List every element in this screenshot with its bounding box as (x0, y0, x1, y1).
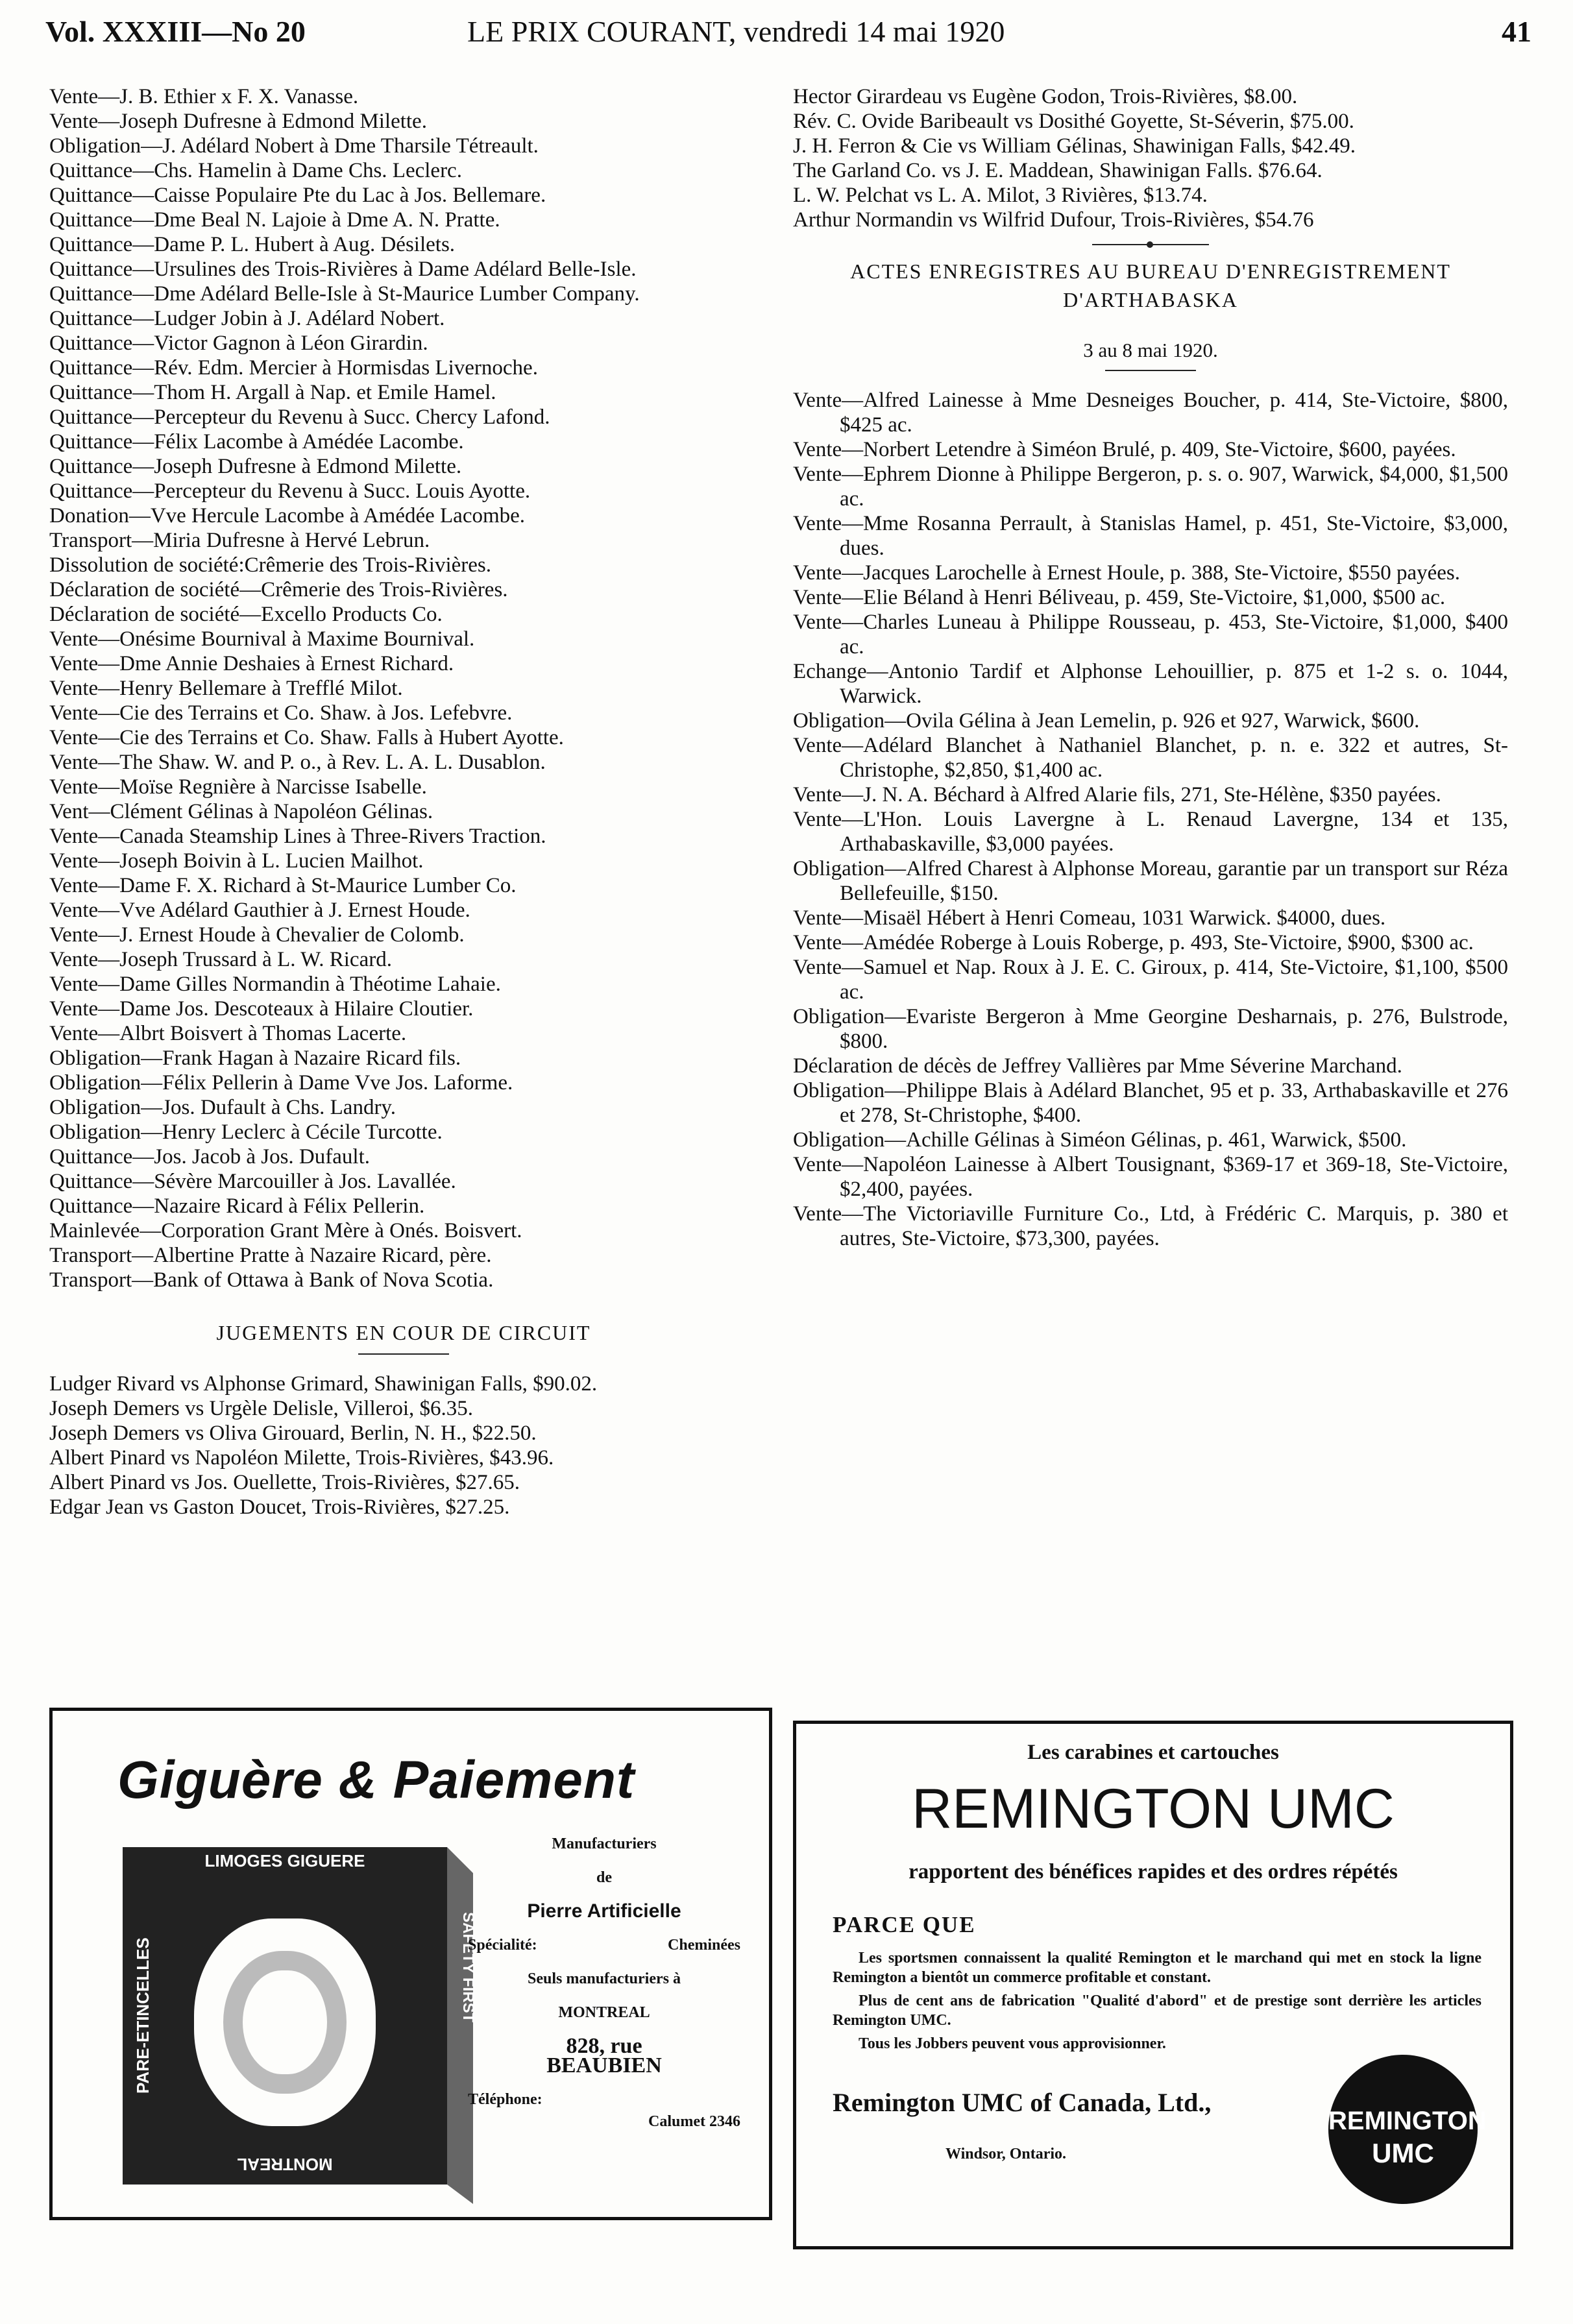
list-item: Obligation—Félix Pellerin à Dame Vve Jos. Laforme. (49, 1071, 513, 1095)
specialite-label: Spécialité: (468, 1937, 537, 1954)
section-divider (1092, 244, 1209, 245)
section-divider (358, 1353, 449, 1355)
list-item: Vente—Joseph Boivin à L. Lucien Mailhot. (49, 849, 424, 873)
list-item: Quittance—Caisse Populaire Pte du Lac à Jos. Bellemare. (49, 184, 546, 207)
page-number: 41 (1502, 15, 1531, 48)
list-item: Vente—Dame Jos. Descoteaux à Hilaire Cloutier. (49, 997, 474, 1021)
volume-label: Vol. XXXIII—No 20 (45, 15, 306, 48)
list-item: Transport—Miria Dufresne à Hervé Lebrun. (49, 529, 430, 552)
list-item: Vente—Dme Annie Deshaies à Ernest Richard. (49, 652, 454, 675)
list-item: Quittance—Jos. Jacob à Jos. Dufault. (49, 1145, 370, 1168)
remington-advertisement (793, 1721, 1513, 2249)
page-header (45, 14, 1531, 65)
ad-parce-que: PARCE QUE (833, 1912, 976, 1937)
list-item: Dissolution de société:Crêmerie des Trois-Rivières. (49, 553, 491, 577)
list-item: Obligation—J. Adélard Nobert à Dme Tharsile Tétreault. (49, 134, 539, 158)
list-item: Vente—Amédée Roberge à Louis Roberge, p. 493, Ste-Victoire, $900, $300 ac. (793, 931, 1474, 954)
list-item: Vente—Dame F. X. Richard à St-Maurice Lumber Co. (49, 874, 517, 897)
list-item: Vente—Vve Adélard Gauthier à J. Ernest Houde. (49, 899, 470, 922)
box-right-label: SAFETY FIRST (459, 1912, 477, 2023)
jugements-title: JUGEMENTS EN COUR DE CIRCUIT (216, 1321, 591, 1344)
list-item: Obligation—Ovila Gélina à Jean Lemelin, p. 926 et 927, Warwick, $600. (793, 709, 1420, 732)
list-item: Vente—J. N. A. Béchard à Alfred Alarie fils, 271, Ste-Hélène, $350 payées. (793, 783, 1441, 806)
ad-specialite (468, 1935, 740, 1955)
right-column (793, 84, 1508, 1251)
list-item: Obligation—Philippe Blais à Adélard Blanchet, 95 et p. 33, Arthabaskaville et 276 et 278, St-Christophe, $400. (793, 1079, 1508, 1127)
list-item: Edgar Jean vs Gaston Doucet, Trois-Rivières, $27.25. (49, 1495, 510, 1519)
box-left-label: PARE-ETINCELLES (133, 1937, 152, 2094)
list-item: Arthur Normandin vs Wilfrid Dufour, Trois-Rivières, $54.76 (793, 208, 1314, 232)
list-item: Quittance—Percepteur du Revenu à Succ. Louis Ayotte. (49, 479, 531, 503)
box-top-label: LIMOGES GIGUERE (204, 1851, 365, 1870)
list-item: Déclaration de société—Crêmerie des Trois-Rivières. (49, 578, 508, 601)
jugements-continued-list (793, 84, 1508, 232)
list-item: Vente—Henry Bellemare à Trefflé Milot. (49, 677, 403, 700)
list-item: Quittance—Dame P. L. Hubert à Aug. Désilets. (49, 233, 456, 256)
actes-subtitle: D'ARTHABASKA (1063, 288, 1238, 311)
list-item: Vente—Alfred Lainesse à Mme Desneiges Boucher, p. 414, Ste-Victoire, $800, $425 ac. (793, 389, 1508, 437)
section-divider (1105, 370, 1196, 371)
ad-phone-value: Calumet 2346 (648, 2113, 740, 2130)
list-item: Obligation—Jos. Dufault à Chs. Landry. (49, 1096, 396, 1119)
list-item: Echange—Antonio Tardif et Alphonse Lehouillier, p. 875 et 1-2 s. o. 1044, Warwick. (793, 660, 1508, 708)
list-item: L. W. Pelchat vs L. A. Milot, 3 Rivières, $13.74. (793, 184, 1208, 207)
list-item: Vente—Norbert Letendre à Siméon Brulé, p. 409, Ste-Victoire, $600, payées. (793, 438, 1456, 461)
list-item: Vente—J. Ernest Houde à Chevalier de Colomb. (49, 923, 465, 947)
actes-date: 3 au 8 mai 1920. (1083, 339, 1218, 361)
list-item: Ludger Rivard vs Alphonse Grimard, Shawinigan Falls, $90.02. (49, 1372, 598, 1396)
list-item: Transport—Bank of Ottawa à Bank of Nova Scotia. (49, 1268, 494, 1292)
list-item: Quittance—Dme Adélard Belle-Isle à St-Maurice Lumber Company. (49, 282, 640, 306)
list-item: Obligation—Achille Gélinas à Siméon Gélinas, p. 461, Warwick, $500. (793, 1128, 1407, 1152)
list-item: Vente—Misaël Hébert à Henri Comeau, 1031 Warwick. $4000, dues. (793, 906, 1386, 930)
list-item: Obligation—Frank Hagan à Nazaire Ricard fils. (49, 1047, 461, 1070)
list-item: Quittance—Joseph Dufresne à Edmond Milette. (49, 455, 462, 478)
ad-body (833, 1948, 1482, 2057)
list-item: Transport—Albertine Pratte à Nazaire Ricard, père. (49, 1244, 492, 1267)
list-item: Donation—Vve Hercule Lacombe à Amédée Lacombe. (49, 504, 526, 527)
list-item: Vente—Cie des Terrains et Co. Shaw. à Jos. Lefebvre. (49, 701, 513, 725)
list-item: Vente—Samuel et Nap. Roux à J. E. C. Giroux, p. 414, Ste-Victoire, $1,100, $500 ac. (793, 956, 1508, 1004)
left-column (49, 84, 758, 1519)
list-item: Quittance—Ludger Jobin à J. Adélard Nobert. (49, 307, 445, 330)
list-item: Vente—Joseph Trussard à L. W. Ricard. (49, 948, 392, 971)
list-item: Obligation—Evariste Bergeron à Mme Georgine Desharnais, p. 276, Bulstrode, $800. (793, 1005, 1508, 1053)
list-item: Hector Girardeau vs Eugène Godon, Trois-Rivières, $8.00. (793, 85, 1298, 108)
list-item: Quittance—Sévère Marcouiller à Jos. Lavallée. (49, 1170, 456, 1193)
box-bottom-label: MONTREAL (237, 2155, 333, 2174)
ad-subtitle: rapportent des bénéfices rapides et des ordres répétés (908, 1860, 1398, 1883)
list-item: Vente—Moïse Regnière à Narcisse Isabelle. (49, 775, 427, 799)
ad-address: 828, rue (566, 2034, 642, 2058)
jugements-list (49, 1372, 758, 1519)
list-item: Quittance—Dme Beal N. Lajoie à Dme A. N. Pratte. (49, 208, 500, 232)
list-item: Quittance—Percepteur du Revenu à Succ. Chercy Lafond. (49, 405, 550, 429)
list-item: Obligation—Alfred Charest à Alphonse Moreau, garantie par un transport sur Réza Bellefeuille, $150. (793, 857, 1508, 905)
ad-heading: Les carabines et cartouches (1027, 1741, 1279, 1764)
list-item: Vente—Onésime Bournival à Maxime Bournival. (49, 627, 475, 651)
list-item: Vente—Ephrem Dionne à Philippe Bergeron, p. s. o. 907, Warwick, $4,000, $1,500 ac. (793, 463, 1508, 511)
list-item: Vent—Clément Gélinas à Napoléon Gélinas. (49, 800, 433, 823)
logo-line: UMC (1372, 2138, 1434, 2168)
list-item: Joseph Demers vs Oliva Girouard, Berlin, N. H., $22.50. (49, 1422, 537, 1445)
ad-phone-label: Téléphone: (468, 2091, 543, 2108)
newspaper-title: LE PRIX COURANT, vendredi 14 mai 1920 (467, 15, 1005, 48)
logo-line: REMINGTON (1328, 2107, 1487, 2135)
list-item: Quittance—Victor Gagnon à Léon Girardin. (49, 332, 428, 355)
list-item: Vente—Canada Steamship Lines à Three-Rivers Traction. (49, 825, 546, 848)
list-item: Déclaration de société—Excello Products Co. (49, 603, 443, 626)
list-item: Vente—The Shaw. W. and P. o., à Rev. L. A. L. Dusablon. (49, 751, 546, 774)
ad-city: MONTREAL (558, 2004, 650, 2021)
actes-list (793, 388, 1508, 1251)
list-item: Vente—Dame Gilles Normandin à Théotime Lahaie. (49, 973, 501, 996)
ad-product: Pierre Artificielle (527, 1900, 681, 1922)
ad-title: Giguère & Paiement (117, 1750, 635, 1810)
list-item: The Garland Co. vs J. E. Maddean, Shawinigan Falls. $76.64. (793, 159, 1323, 182)
list-item: Vente—Charles Luneau à Philippe Rousseau, p. 453, Ste-Victoire, $1,000, $400 ac. (793, 611, 1508, 659)
list-item: J. H. Ferron & Cie vs William Gélinas, Shawinigan Falls, $42.49. (793, 134, 1356, 158)
list-item: Mainlevée—Corporation Grant Mère à Onés. Boisvert. (49, 1219, 522, 1242)
list-item: Vente—Adélard Blanchet à Nathaniel Blanchet, p. n. e. 322 et autres, St-Christophe, $2,850, $1,400 ac. (793, 734, 1508, 782)
fire-screen-illustration (110, 1821, 512, 2204)
specialite-value: Cheminées (668, 1937, 740, 1954)
ad-line: de (596, 1869, 612, 1886)
list-item: Vente—Albrt Boisvert à Thomas Lacerte. (49, 1022, 407, 1045)
list-item: Vente—Jacques Larochelle à Ernest Houle, p. 388, Ste-Victoire, $550 payées. (793, 561, 1461, 585)
ad-paragraph: Tous les Jobbers peuvent vous approvisionner. (859, 2035, 1166, 2052)
list-item: Albert Pinard vs Jos. Ouellette, Trois-Rivières, $27.65. (49, 1471, 520, 1494)
ad-city: Windsor, Ontario. (945, 2146, 1067, 2162)
list-item: Vente—Napoléon Lainesse à Albert Tousignant, $369-17 et 369-18, Ste-Victoire, $2,400, payées. (793, 1153, 1508, 1201)
list-item: Rév. C. Ovide Baribeault vs Dosithé Goyette, St-Séverin, $75.00. (793, 110, 1354, 133)
list-item: Vente—L'Hon. Louis Lavergne à L. Renaud Lavergne, 134 et 135, Arthabaskaville, $3,000 payées. (793, 808, 1508, 856)
list-item: Vente—Elie Béland à Henri Béliveau, p. 459, Ste-Victoire, $1,000, $500 ac. (793, 586, 1446, 609)
ad-paragraph: Les sportsmen connaissent la qualité Remington et le marchand qui met en stock la ligne Remington a bientôt un commerce profitable et constant. (833, 1950, 1482, 1986)
list-item: Quittance—Félix Lacombe à Amédée Lacombe. (49, 430, 464, 454)
list-item: Quittance—Chs. Hamelin à Dame Chs. Leclerc. (49, 159, 462, 182)
ad-brand: REMINGTON UMC (912, 1778, 1395, 1840)
list-item: Vente—Joseph Dufresne à Edmond Milette. (49, 110, 427, 133)
ad-description (468, 1834, 740, 2146)
ad-line: Manufacturiers (552, 1835, 657, 1852)
actes-title: ACTES ENREGISTRES AU BUREAU D'ENREGISTREMENT (850, 260, 1451, 283)
list-item: Albert Pinard vs Napoléon Milette, Trois-Rivières, $43.96. (49, 1446, 554, 1470)
list-item: Vente—Mme Rosanna Perrault, à Stanislas Hamel, p. 451, Ste-Victoire, $3,000, dues. (793, 512, 1508, 560)
list-item: Vente—J. B. Ethier x F. X. Vanasse. (49, 85, 359, 108)
list-item: Vente—The Victoriaville Furniture Co., Ltd, à Frédéric C. Marquis, p. 380 et autres, Ste-Victoire, $73,300, payées. (793, 1202, 1508, 1250)
ad-paragraph: Plus de cent ans de fabrication "Qualité d'abord" et de prestige sont derrière les articles Remington UMC. (833, 1992, 1482, 2029)
list-item: Obligation—Henry Leclerc à Cécile Turcotte. (49, 1120, 443, 1144)
list-item: Vente—Cie des Terrains et Co. Shaw. Falls à Hubert Ayotte. (49, 726, 564, 749)
ad-street: BEAUBIEN (546, 2053, 662, 2077)
ad-line: Seuls manufacturiers à (528, 1970, 681, 1987)
list-item: Quittance—Rév. Edm. Mercier à Hormisdas Livernoche. (49, 356, 538, 380)
ad-company: Remington UMC of Canada, Ltd., (833, 2088, 1212, 2117)
giguere-advertisement (49, 1708, 772, 2220)
list-item: Quittance—Thom H. Argall à Nap. et Emile Hamel. (49, 381, 496, 404)
list-item: Quittance—Nazaire Ricard à Félix Pellerin. (49, 1194, 425, 1218)
registry-list (49, 84, 758, 1292)
list-item: Quittance—Ursulines des Trois-Rivières à Dame Adélard Belle-Isle. (49, 258, 637, 281)
list-item: Déclaration de décès de Jeffrey Vallières par Mme Séverine Marchand. (793, 1054, 1402, 1078)
list-item: Joseph Demers vs Urgèle Delisle, Villeroi, $6.35. (49, 1397, 474, 1420)
remington-logo (1328, 2055, 1487, 2204)
